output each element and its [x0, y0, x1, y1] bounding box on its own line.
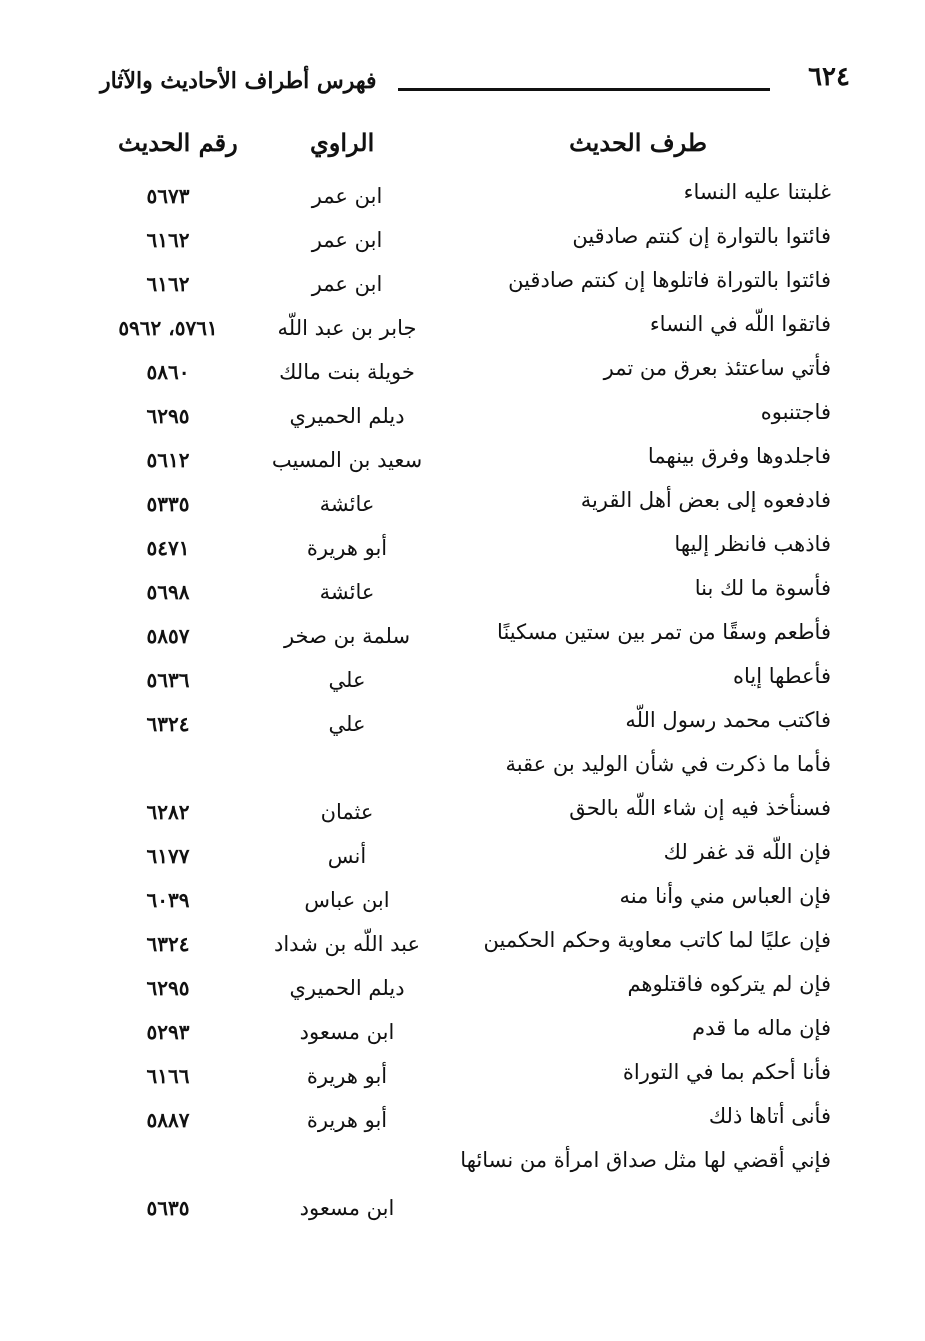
- hadith-text: فإني أقضي لها مثل صداق امرأة من نسائها: [460, 1148, 831, 1172]
- narrator: أبو هريرة: [306, 536, 388, 560]
- narrator: عثمان: [320, 800, 374, 824]
- hadith-text: فأنى أتاها ذلك: [708, 1104, 831, 1128]
- hadith-number: ٦١٦٢: [146, 272, 190, 296]
- hadith-text: فاجلدوها وفرق بينهما: [647, 444, 831, 468]
- hadith-text: فإن العباس مني وأنا منه: [619, 884, 831, 908]
- narrator: عبد اللّه بن شداد: [274, 932, 420, 956]
- narrator: سلمة بن صخر: [283, 624, 411, 648]
- hadith-text: فأما ما ذكرت في شأن الوليد بن عقبة: [505, 752, 831, 776]
- narrator: ابن عمر: [311, 184, 383, 208]
- hadith-text: فأعطها إياه: [732, 664, 831, 688]
- hadith-number: ٦٢٩٥: [146, 976, 190, 1000]
- hadith-number: ٥٨٦٠: [146, 360, 190, 384]
- table-row: [0, 1144, 925, 1232]
- table-row: [0, 440, 925, 484]
- hadith-text: فاتقوا اللّه في النساء: [649, 312, 831, 336]
- hadith-number: ٥٨٨٧: [146, 1108, 190, 1132]
- hadith-text: فإن لم يتركوه فاقتلوهم: [627, 972, 831, 996]
- narrator: ابن عمر: [311, 228, 383, 252]
- table-row: [0, 660, 925, 704]
- hadith-text: فاجتنبوه: [760, 400, 831, 424]
- table-row: [0, 880, 925, 924]
- hadith-text: فأتي ساعتئذ بعرق من تمر: [603, 356, 831, 380]
- hadith-number: ٥٦٧٣: [146, 184, 190, 208]
- narrator: أبو هريرة: [306, 1108, 388, 1132]
- narrator: ابن عمر: [311, 272, 383, 296]
- table-row: [0, 528, 925, 572]
- hadith-number: ٦٠٣٩: [146, 888, 190, 912]
- table-row: [0, 924, 925, 968]
- hadith-text: فادفعوه إلى بعض أهل القرية: [580, 488, 831, 512]
- narrator: ابن مسعود: [299, 1020, 395, 1044]
- hadith-number: ٦٣٢٤: [146, 932, 190, 956]
- column-header-number: رقم الحديث: [118, 128, 238, 157]
- hadith-number: ٥٢٩٣: [146, 1020, 190, 1044]
- page-number: ٦٢٤: [808, 62, 850, 92]
- table-row: [0, 220, 925, 264]
- hadith-number: ٥٦١٢: [146, 448, 190, 472]
- narrator: علي: [328, 712, 366, 736]
- hadith-number: ٥٧٦١، ٥٩٦٢: [118, 316, 218, 340]
- table-row: [0, 704, 925, 748]
- narrator: أنس: [327, 844, 367, 868]
- narrator: خويلة بنت مالك: [279, 360, 415, 384]
- table-row: [0, 352, 925, 396]
- narrator: ديلم الحميري: [289, 404, 405, 428]
- hadith-text: فإن عليًا لما كاتب معاوية وحكم الحكمين: [483, 928, 831, 952]
- hadith-text: فائتوا بالتوارة إن كنتم صادقين: [572, 224, 831, 248]
- hadith-text: غلبتنا عليه النساء: [683, 180, 831, 204]
- column-header-narrator: الراوي: [310, 128, 375, 157]
- hadith-text: فاذهب فانظر إليها: [674, 532, 831, 556]
- hadith-text: فائتوا بالتوراة فاتلوها إن كنتم صادقين: [508, 268, 831, 292]
- table-row: [0, 264, 925, 308]
- narrator: سعيد بن المسيب: [271, 448, 423, 472]
- index-table: [0, 176, 925, 1232]
- hadith-number: ٥٨٥٧: [146, 624, 190, 648]
- table-row: [0, 484, 925, 528]
- hadith-text: فإن ماله ما قدم: [692, 1016, 831, 1040]
- hadith-number: ٥٦٩٨: [146, 580, 190, 604]
- table-row: [0, 1012, 925, 1056]
- header-rule: [398, 88, 770, 91]
- table-row: [0, 176, 925, 220]
- table-row: [0, 792, 925, 836]
- narrator: أبو هريرة: [306, 1064, 388, 1088]
- hadith-text: فأسوة ما لك بنا: [694, 576, 831, 600]
- page-header: [80, 62, 850, 106]
- table-row: [0, 748, 925, 792]
- table-row: [0, 616, 925, 660]
- narrator: عائشة: [319, 580, 375, 604]
- hadith-number: ٦١٧٧: [146, 844, 190, 868]
- hadith-text: فأطعم وسقًا من تمر بين ستين مسكينًا: [497, 620, 831, 644]
- table-row: [0, 1056, 925, 1100]
- column-header-text: طرف الحديث: [569, 128, 707, 157]
- hadith-text: فإن اللّه قد غفر لك: [663, 840, 831, 864]
- hadith-number: ٦٢٨٢: [146, 800, 190, 824]
- hadith-number: ٦١٦٦: [146, 1064, 190, 1088]
- narrator: ابن مسعود: [299, 1196, 395, 1220]
- table-row: [0, 396, 925, 440]
- table-row: [0, 968, 925, 1012]
- narrator: ديلم الحميري: [289, 976, 405, 1000]
- table-row: [0, 572, 925, 616]
- running-title: فهرس أطراف الأحاديث والآثار: [100, 68, 377, 94]
- hadith-text: فسنأخذ فيه إن شاء اللّه بالحق: [569, 796, 831, 820]
- table-row: [0, 308, 925, 352]
- narrator: ابن عباس: [304, 888, 390, 912]
- hadith-number: ٥٦٣٦: [146, 668, 190, 692]
- hadith-number: ٥٦٣٥: [146, 1196, 190, 1220]
- narrator: جابر بن عبد اللّه: [277, 316, 417, 340]
- narrator: عائشة: [319, 492, 375, 516]
- hadith-number: ٦٣٢٤: [146, 712, 190, 736]
- hadith-text: فأنا أحكم بما في التوراة: [622, 1060, 831, 1084]
- table-row: [0, 836, 925, 880]
- hadith-number: ٦٢٩٥: [146, 404, 190, 428]
- hadith-number: ٦١٦٢: [146, 228, 190, 252]
- hadith-number: ٥٣٣٥: [146, 492, 190, 516]
- hadith-number: ٥٤٧١: [146, 536, 190, 560]
- hadith-text: فاكتب محمد رسول اللّه: [625, 708, 831, 732]
- narrator: علي: [328, 668, 366, 692]
